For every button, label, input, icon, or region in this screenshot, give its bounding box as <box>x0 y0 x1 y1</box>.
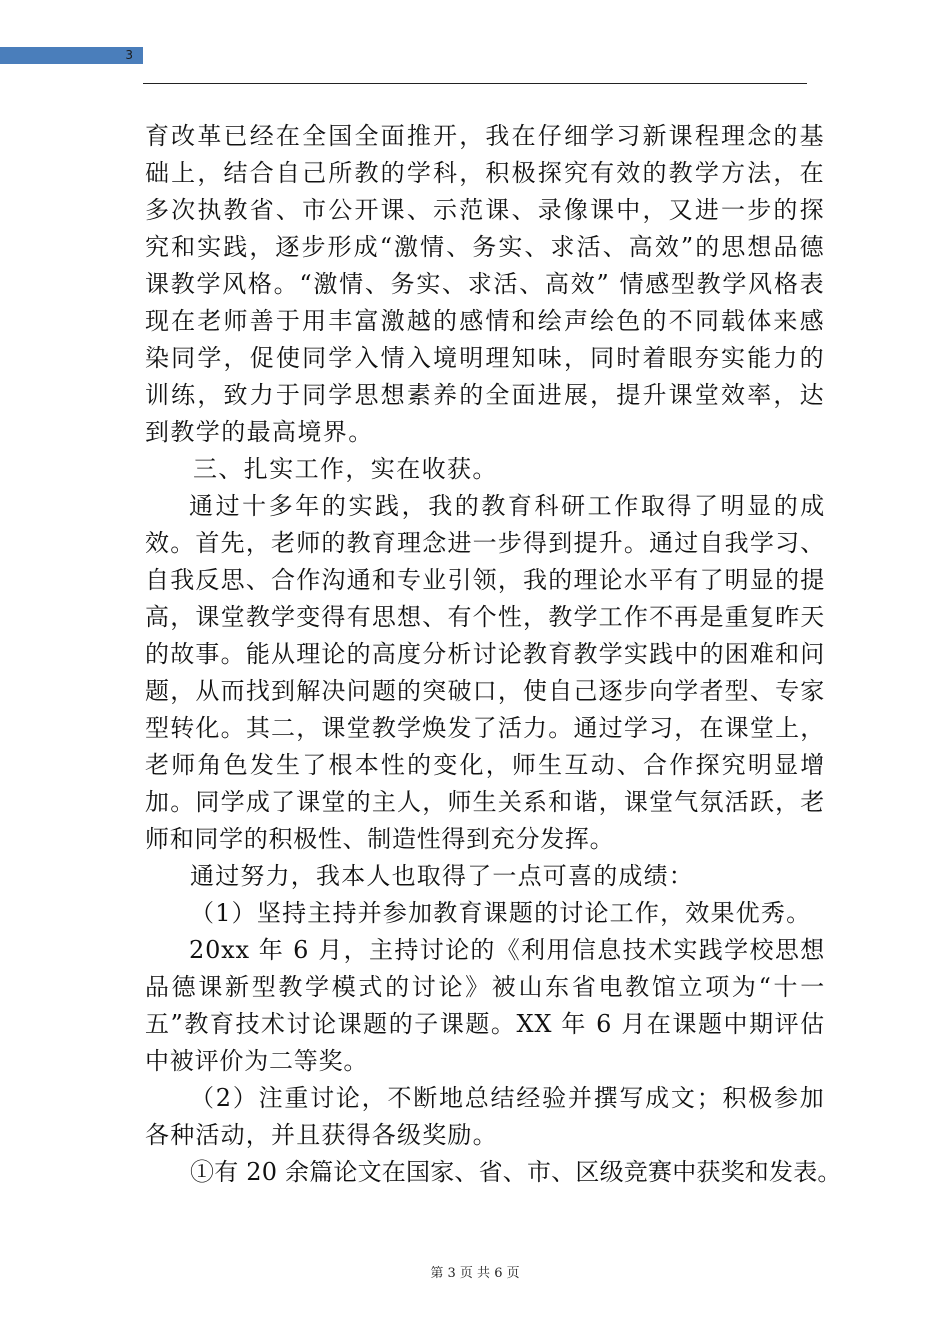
body-paragraph: 育改革已经在全国全面推开，我在仔细学习新课程理念的基础上，结合自己所教的学科，积极探究有效的教学方法，在多次执教省、市公开课、示范课、录像课中，又进一步的探究和实践，逐步形成“激情、务实、求活、高效”的思想品德课教学风格。“激情、务实、求活、高效” 情感型教学风格表现在老师善于用丰富激越的感情和绘声绘色的不同载体来感染同学，促使同学入情入境明理知味，同时着眼夯实能力的训练，致力于同学思想素养的全面进展，提升课堂效率，达到教学的最高境界。 <box>145 122 825 446</box>
page-footer: 第 3 页 共 6 页 <box>430 1266 520 1281</box>
page-tab-number: 3 <box>125 48 133 62</box>
document-body <box>145 118 842 1191</box>
page-number-tab <box>0 47 143 64</box>
body-paragraph: 通过十多年的实践，我的教育科研工作取得了明显的成效。首先，老师的教育理念进一步得到提升。通过自我学习、自我反思、合作沟通和专业引领，我的理论水平有了明显的提高，课堂教学变得有思想、有个性，教学工作不再是重复昨天的故事。能从理论的高度分析讨论教育教学实践中的困难和问题，从而找到解决问题的突破口，使自己逐步向学者型、专家型转化。其二，课堂教学焕发了活力。通过学习，在课堂上，老师角色发生了根本性的变化，师生互动、合作探究明显增加。同学成了课堂的主人，师生关系和谐，课堂气氛活跃，老师和同学的积极性、制造性得到充分发挥。 <box>145 492 825 853</box>
section-heading: 三、扎实工作，实在收获。 <box>193 455 498 483</box>
body-paragraph: 通过努力，我本人也取得了一点可喜的成绩： <box>190 862 694 890</box>
list-item: ①有 20 余篇论文在国家、省、市、区级竞赛中获奖和发表。 <box>190 1158 842 1186</box>
list-item-heading: （2）注重讨论，不断地总结经验并撰写成文；积极参加各种活动，并且获得各级奖励。 <box>145 1084 825 1149</box>
body-paragraph: 20xx 年 6 月，主持讨论的《利用信息技术实践学校思想品德课新型教学模式的讨论》被山东省电教馆立项为“十一五”教育技术讨论课题的子课题。XX 年 6 月在课题中期评估中被评价为二等奖。 <box>145 936 825 1075</box>
list-item-heading: （1）坚持主持并参加教育课题的讨论工作，效果优秀。 <box>190 899 812 927</box>
header-rule <box>143 83 807 84</box>
